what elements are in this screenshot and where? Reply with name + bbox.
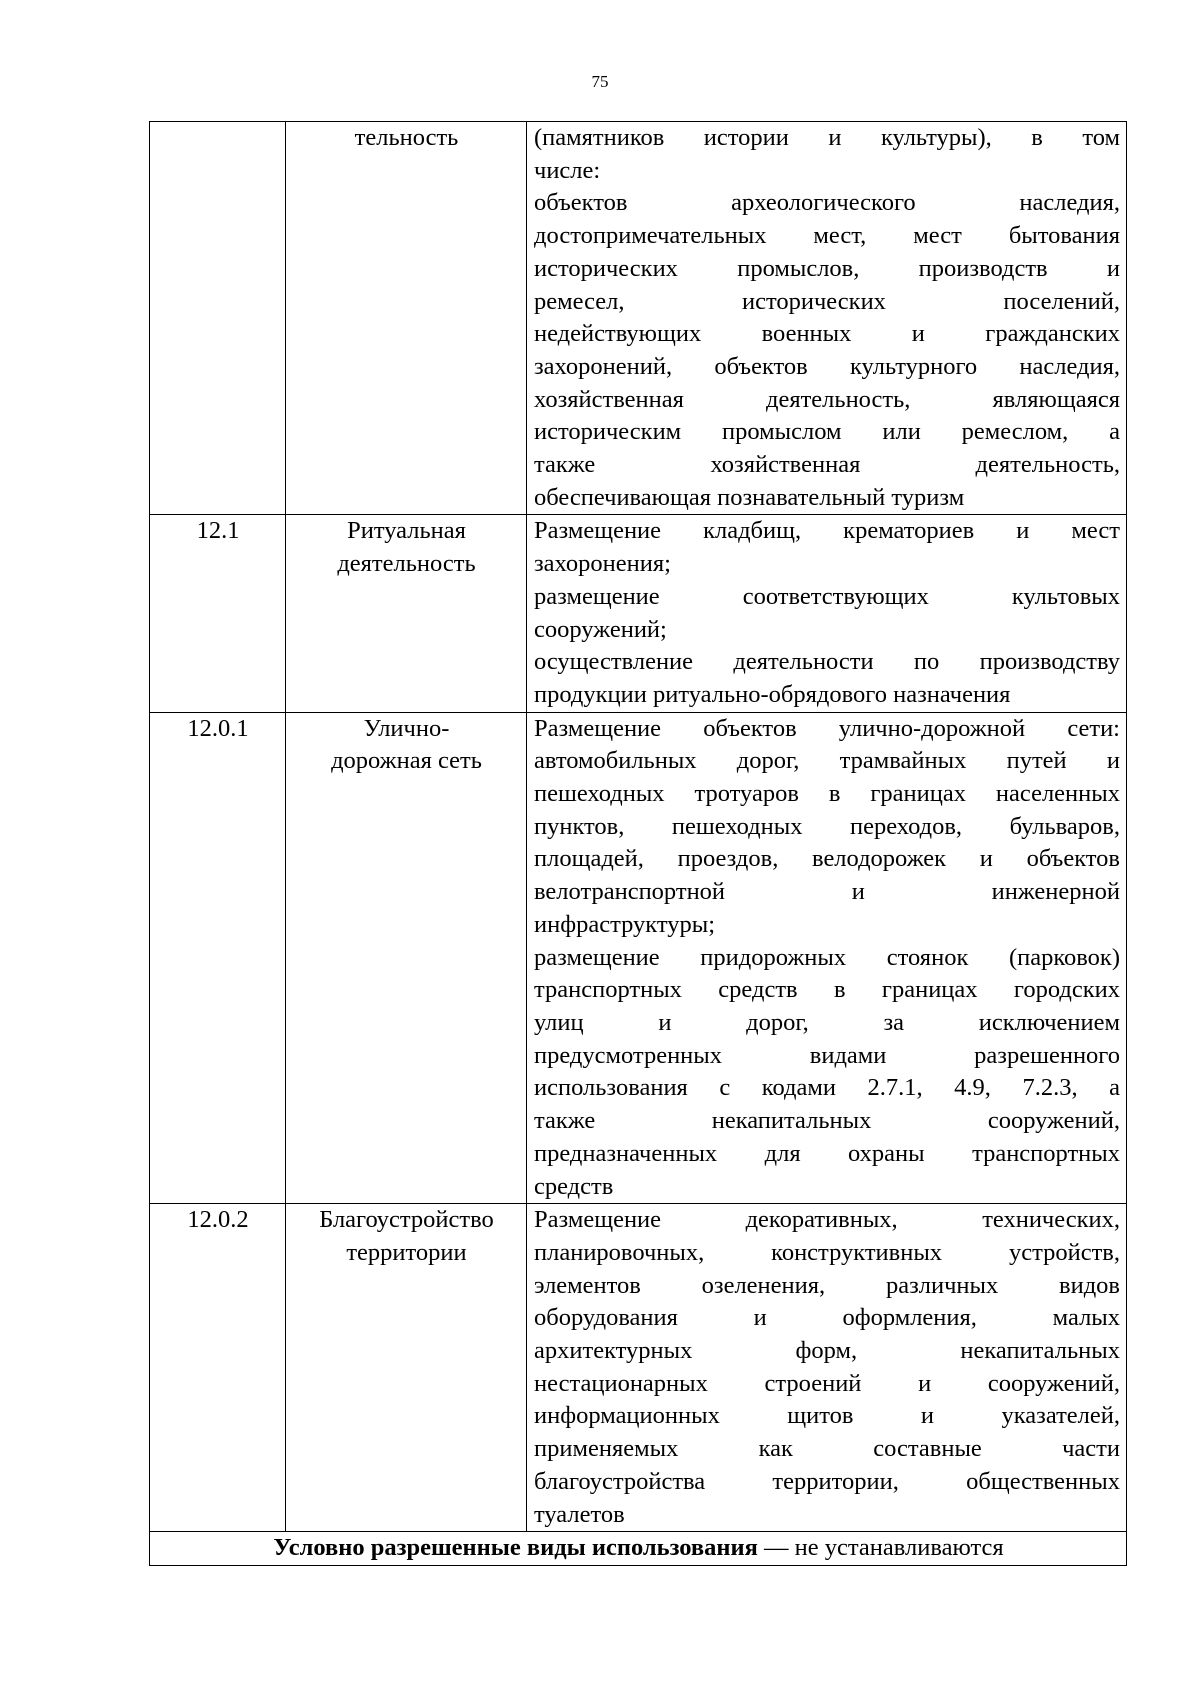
- description-line: историческим промыслом или ремеслом, а: [534, 418, 1120, 446]
- use-description-cell: [527, 1204, 1127, 1532]
- use-code-cell: 12.1: [150, 515, 286, 712]
- conditional-uses-note: [150, 1532, 1127, 1566]
- description-line: элементов озеленения, различных видов: [534, 1271, 1120, 1299]
- use-description-cell: [527, 712, 1127, 1204]
- description-line: информационных щитов и указателей,: [534, 1402, 1120, 1430]
- conditional-uses-label: Условно разрешенные виды использования: [273, 1534, 758, 1562]
- table-body: [150, 122, 1127, 1532]
- description-line: исторических промыслов, производств и: [534, 254, 1120, 282]
- description-line: Размещение кладбищ, крематориев и мест: [534, 517, 1120, 545]
- description-line: планировочных, конструктивных устройств,: [534, 1238, 1120, 1266]
- description-line: инфраструктуры;: [534, 910, 716, 938]
- table-footer-row: [150, 1532, 1127, 1566]
- description-line: захоронений, объектов культурного наследия,: [534, 352, 1120, 380]
- description-line: Размещение декоративных, технических,: [534, 1206, 1120, 1234]
- description-line: Размещение объектов улично-дорожной сети:: [534, 714, 1120, 742]
- description-line: использования с кодами 2.7.1, 4.9, 7.2.3, а: [534, 1074, 1120, 1102]
- use-description-cell: [527, 515, 1127, 712]
- description-line: также хозяйственная деятельность,: [534, 451, 1120, 479]
- description-line: предназначенных для охраны транспортных: [534, 1139, 1120, 1167]
- description-line: захоронения;: [534, 550, 671, 578]
- use-name-cell: Благоустройство территории: [286, 1204, 527, 1532]
- description-line: туалетов: [534, 1500, 625, 1528]
- description-line: продукции ритуально-обрядового назначения: [534, 680, 1011, 708]
- land-use-table: [149, 121, 1127, 1566]
- use-code-cell: 12.0.1: [150, 712, 286, 1204]
- description-line: улиц и дорог, за исключением: [534, 1008, 1120, 1036]
- description-line: площадей, проездов, велодорожек и объектов: [534, 845, 1120, 873]
- use-name-cell: тельность: [286, 122, 527, 515]
- use-code-cell: [150, 122, 286, 515]
- description-line: средств: [534, 1172, 614, 1200]
- description-line: недействующих военных и гражданских: [534, 320, 1120, 348]
- description-line: пешеходных тротуаров в границах населенных: [534, 780, 1120, 808]
- description-line: размещение придорожных стоянок (парковок): [534, 943, 1120, 971]
- description-line: архитектурных форм, некапитальных: [534, 1337, 1120, 1365]
- description-line: достопримечательных мест, мест бытования: [534, 222, 1120, 250]
- description-line: хозяйственная деятельность, являющаяся: [534, 385, 1120, 413]
- description-line: сооружений;: [534, 615, 667, 643]
- description-line: предусмотренных видами разрешенного: [534, 1041, 1120, 1069]
- table-row: [150, 712, 1127, 1204]
- description-line: размещение соответствующих культовых: [534, 582, 1120, 610]
- use-name-cell: Улично- дорожная сеть: [286, 712, 527, 1204]
- table-row: [150, 1204, 1127, 1532]
- description-line: оборудования и оформления, малых: [534, 1304, 1120, 1332]
- description-line: нестационарных строений и сооружений,: [534, 1369, 1120, 1397]
- description-line: обеспечивающая познавательный туризм: [534, 483, 965, 511]
- description-line: применяемых как составные части: [534, 1435, 1120, 1463]
- description-line: объектов археологического наследия,: [534, 189, 1120, 217]
- description-line: благоустройства территории, общественных: [534, 1467, 1120, 1495]
- description-line: числе:: [534, 156, 601, 184]
- use-description-cell: [527, 122, 1127, 515]
- description-line: велотранспортной и инженерной: [534, 878, 1120, 906]
- use-name-cell: Ритуальная деятельность: [286, 515, 527, 712]
- description-line: автомобильных дорог, трамвайных путей и: [534, 747, 1120, 775]
- table-row: [150, 515, 1127, 712]
- conditional-uses-status: — не устанавливаются: [757, 1534, 1004, 1562]
- table-row: [150, 122, 1127, 515]
- description-line: транспортных средств в границах городских: [534, 976, 1120, 1004]
- description-line: осуществление деятельности по производству: [534, 648, 1120, 676]
- page-number: 75: [591, 72, 609, 91]
- description-line: также некапитальных сооружений,: [534, 1107, 1120, 1135]
- description-line: (памятников истории и культуры), в том: [534, 124, 1120, 151]
- description-line: пунктов, пешеходных переходов, бульваров,: [534, 812, 1120, 840]
- use-code-cell: 12.0.2: [150, 1204, 286, 1532]
- description-line: ремесел, исторических поселений,: [534, 287, 1120, 315]
